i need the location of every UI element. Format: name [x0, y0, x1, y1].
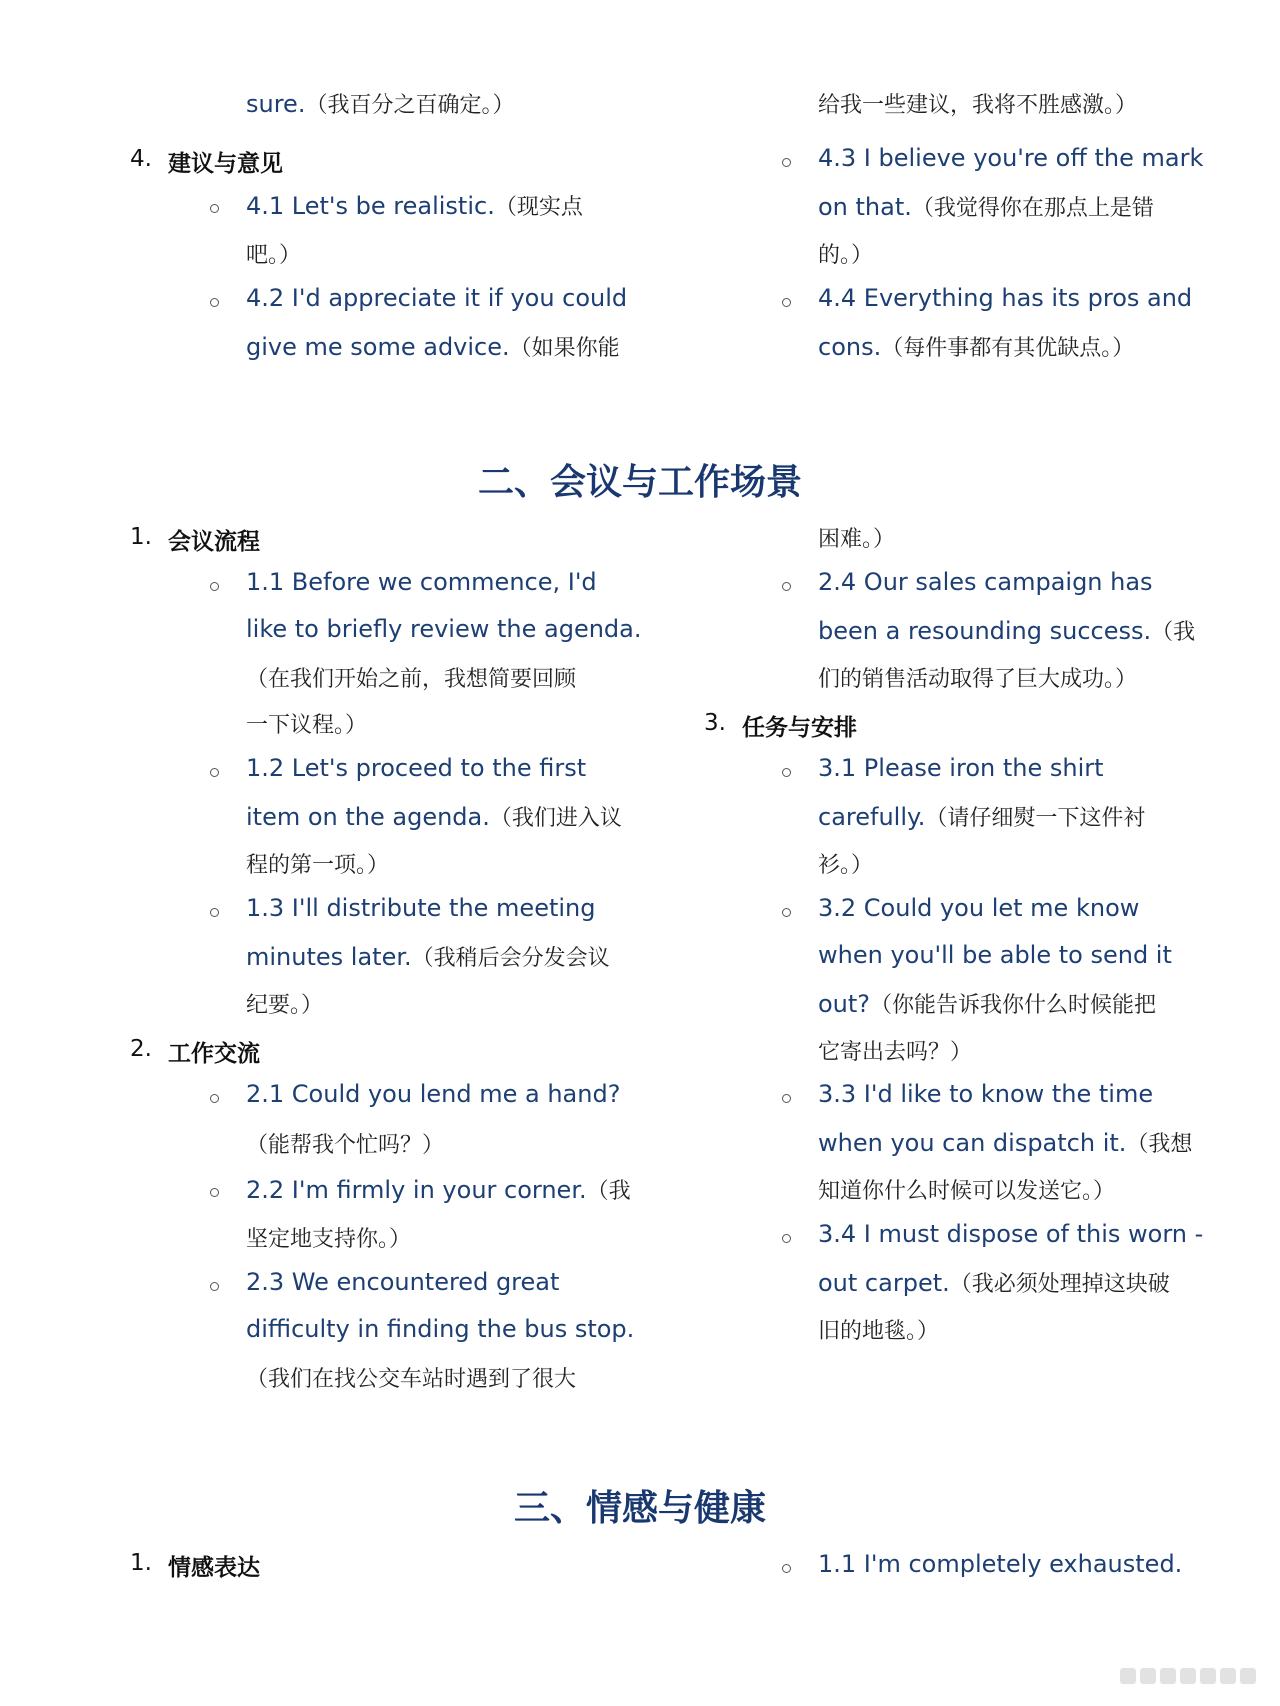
en-text: been a resounding success. [818, 617, 1152, 645]
left-continuation-line [246, 88, 514, 119]
category-title: 建议与意见 [168, 151, 283, 177]
zh-text: （我觉得你在那点上是错 [911, 196, 1154, 221]
category-number: 3. [704, 710, 726, 736]
en-text: on that. [818, 193, 912, 221]
zh-text: （我稍后会分发会议 [411, 946, 610, 971]
en-text: 2.2 I'm firmly in your corner. [246, 1176, 587, 1204]
bullet-icon [210, 1188, 219, 1197]
zh-text: （如果你能 [509, 336, 620, 361]
en-text: 3.1 Please iron the shirt [818, 754, 1104, 782]
zh-text: （每件事都有其优缺点。） [881, 336, 1135, 361]
zh-text: 们的销售活动取得了巨大成功。） [818, 667, 1138, 692]
category-title: 工作交流 [168, 1041, 260, 1067]
zh-text: 衫。） [818, 853, 874, 878]
bullet-icon [782, 298, 791, 307]
zh-text: 知道你什么时候可以发送它。） [818, 1179, 1116, 1204]
zh-text: （请仔细熨一下这件衬 [925, 806, 1146, 831]
bullet-icon [210, 908, 219, 917]
zh-text: 一下议程。） [246, 713, 368, 738]
zh-text: 程的第一项。） [246, 853, 390, 878]
category-number: 2. [130, 1036, 152, 1062]
section-heading: 二、会议与工作场景 [477, 462, 802, 503]
bullet-icon [782, 908, 791, 917]
en-text: 1.1 I'm completely exhausted. [818, 1550, 1183, 1578]
category-number: 1. [130, 1550, 152, 1576]
bullet-icon [210, 204, 219, 213]
bullet-icon [210, 768, 219, 777]
zh-text: 旧的地毯。） [818, 1319, 940, 1344]
en-text: cons. [818, 333, 882, 361]
en-text: minutes later. [246, 943, 412, 971]
en-text: out carpet. [818, 1269, 950, 1297]
en-text: 4.2 I'd appreciate it if you could [246, 284, 628, 312]
en-text: 3.2 Could you let me know [818, 894, 1140, 922]
en-text: 1.2 Let's proceed to the first [246, 754, 587, 782]
en-text: give me some advice. [246, 333, 510, 361]
zh-text: （我 [586, 1179, 631, 1204]
zh-text: （我们在找公交车站时遇到了很大 [246, 1367, 577, 1392]
en-text: difficulty in finding the bus stop. [246, 1315, 635, 1343]
list-item [818, 988, 1156, 1019]
en-text: carefully. [818, 803, 926, 831]
en-text: sure. [246, 90, 306, 118]
list-item [246, 1174, 631, 1205]
zh-text: （在我们开始之前，我想简要回顾 [246, 667, 577, 692]
bullet-icon [210, 582, 219, 591]
bullet-icon [210, 1094, 219, 1103]
en-text: out? [818, 990, 871, 1018]
zh-text: 的。） [818, 243, 874, 268]
list-item [818, 191, 1154, 222]
bullet-icon [210, 298, 219, 307]
en-text: 1.1 Before we commence, I'd [246, 568, 597, 596]
list-item [818, 1267, 1170, 1298]
bullet-icon [782, 582, 791, 591]
section-heading: 三、情感与健康 [513, 1488, 766, 1529]
bullet-icon [210, 1282, 219, 1291]
list-item [818, 801, 1145, 832]
zh-text: （我们进入议 [489, 806, 622, 831]
list-item [246, 941, 610, 972]
bullet-icon [782, 1564, 791, 1573]
zh-text: （你能告诉我你什么时候能把 [870, 993, 1157, 1018]
list-item [818, 615, 1195, 646]
zh-text: （我必须处理掉这块破 [949, 1272, 1170, 1297]
en-text: 2.1 Could you lend me a hand? [246, 1080, 621, 1108]
en-text: when you can dispatch it. [818, 1129, 1127, 1157]
bullet-icon [782, 768, 791, 777]
en-text: 2.4 Our sales campaign has [818, 568, 1153, 596]
zh-text: 吧。） [246, 243, 302, 268]
en-text: item on the agenda. [246, 803, 490, 831]
en-text: 4.3 I believe you're off the mark [818, 144, 1204, 172]
zh-text: 纪要。） [246, 993, 324, 1018]
en-text: when you'll be able to send it [818, 941, 1172, 969]
list-item [246, 190, 583, 221]
category-title: 任务与安排 [742, 715, 857, 741]
zh-text: （我 [1151, 620, 1196, 645]
zh-text: （能帮我个忙吗？） [246, 1133, 445, 1158]
right-continuation-line: 给我一些建议，我将不胜感激。） [818, 93, 1138, 118]
zh-text: （我想 [1126, 1132, 1193, 1157]
en-text: 3.4 I must dispose of this worn - [818, 1220, 1204, 1248]
list-item [246, 801, 622, 832]
category-number: 4. [130, 146, 152, 172]
category-title: 会议流程 [168, 529, 260, 555]
en-text: like to briefly review the agenda. [246, 615, 642, 643]
zh-text: 困难。） [818, 527, 896, 552]
zh-text: （我百分之百确定。） [305, 93, 515, 118]
en-text: 1.3 I'll distribute the meeting [246, 894, 596, 922]
list-item [818, 331, 1134, 362]
category-title: 情感表达 [168, 1555, 260, 1581]
list-item [246, 331, 620, 362]
bullet-icon [782, 158, 791, 167]
en-text: 3.3 I'd like to know the time [818, 1080, 1154, 1108]
en-text: 2.3 We encountered great [246, 1268, 560, 1296]
list-item [818, 1127, 1192, 1158]
en-text: 4.1 Let's be realistic. [246, 192, 495, 220]
zh-text: 坚定地支持你。） [246, 1227, 412, 1252]
zh-text: （现实点 [494, 195, 583, 220]
zh-text: 它寄出去吗？） [818, 1040, 973, 1065]
bullet-icon [782, 1234, 791, 1243]
category-number: 1. [130, 524, 152, 550]
bullet-icon [782, 1094, 791, 1103]
en-text: 4.4 Everything has its pros and [818, 284, 1193, 312]
